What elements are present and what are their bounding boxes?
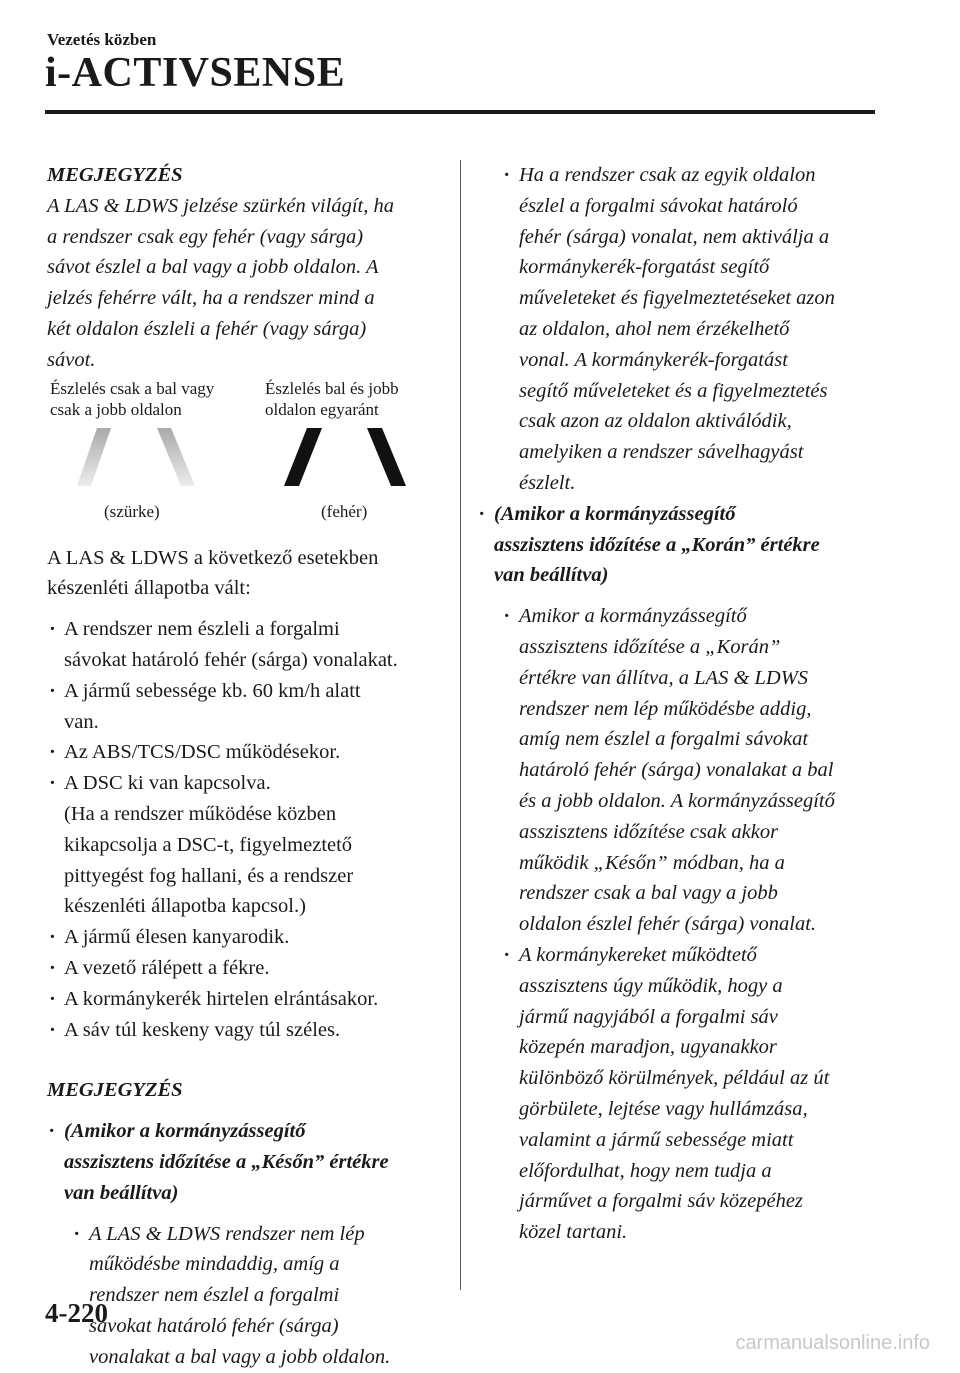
sub-item-line: vonalakat a bal vagy a jobb oldalon. bbox=[89, 1345, 391, 1368]
header-divider bbox=[45, 110, 875, 114]
note-line: sávot észlel a bal vagy a jobb oldalon. A bbox=[47, 256, 379, 279]
heading-line: van beállítva) bbox=[494, 564, 609, 587]
list-item bbox=[47, 922, 442, 953]
sub-item-line: asszisztens időzítése a „Korán” bbox=[519, 635, 781, 658]
section-title: Vezetés közben bbox=[47, 30, 157, 49]
sub-item-line: rendszer nem lép működésbe addig, bbox=[519, 697, 812, 720]
figure-caption-left bbox=[50, 378, 214, 420]
sub-item-line: az oldalon, ahol nem érzékelhető bbox=[519, 317, 790, 340]
sub-item-line: amelyiken a rendszer sávelhagyást bbox=[519, 441, 804, 464]
list-item-line: · A sáv túl keskeny vagy túl széles. bbox=[64, 1018, 341, 1041]
note-line: a rendszer csak egy fehér (vagy sárga) bbox=[47, 225, 364, 248]
note-title: MEGJEGYZÉS bbox=[47, 164, 183, 186]
list-item-line: van. bbox=[64, 710, 99, 733]
sub-item-line: · Ha a rendszer csak az egyik oldalon bbox=[519, 164, 816, 186]
sub-item-line: segítő műveleteket és a figyelmeztetés bbox=[519, 379, 828, 402]
caption-line: csak a jobb oldalon bbox=[50, 399, 182, 419]
sub-item-line: sávokat határoló fehér (sárga) bbox=[89, 1314, 339, 1337]
caption-line: Észlelés csak a bal vagy bbox=[50, 378, 215, 398]
note-line: két oldalon észleli a fehér (vagy sárga) bbox=[47, 317, 367, 340]
list-item-line: · A jármű élesen kanyarodik. bbox=[64, 926, 290, 949]
sub-item-line: működik „Későn” módban, ha a bbox=[519, 851, 785, 874]
sub-item-line: kormánykerék-forgatást segítő bbox=[519, 256, 770, 279]
left-column bbox=[47, 160, 442, 1373]
heading-line: · (Amikor a kormányzássegítő bbox=[64, 1120, 306, 1143]
lane-indicator-figure bbox=[47, 378, 442, 543]
list-item bbox=[47, 953, 442, 984]
paragraph-line: A LAS & LDWS a következő esetekben bbox=[47, 546, 379, 569]
note-sub-item bbox=[502, 940, 882, 1248]
sub-item-line: fehér (sárga) vonalat, nem aktiválja a bbox=[519, 225, 830, 248]
page-number: 4-220 bbox=[45, 1298, 108, 1328]
list-item-line: kikapcsolja a DSC-t, figyelmeztető bbox=[64, 833, 353, 856]
note-sub-item bbox=[502, 601, 882, 940]
sub-item-line: görbülete, lejtése vagy hullámzása, bbox=[519, 1097, 808, 1120]
figure-label-gray: (szürke) bbox=[104, 501, 160, 521]
list-item bbox=[47, 737, 442, 768]
intro-paragraph bbox=[47, 543, 442, 605]
list-item-line: sávokat határoló fehér (sárga) vonalakat. bbox=[64, 648, 398, 671]
sub-item-line: · A LAS & LDWS rendszer nem lép bbox=[89, 1222, 365, 1245]
list-item bbox=[47, 1015, 442, 1046]
note-title: MEGJEGYZÉS bbox=[47, 1079, 183, 1102]
list-item-line: készenléti állapotba kapcsol.) bbox=[64, 895, 306, 918]
note-heading bbox=[477, 499, 882, 591]
sub-item-line: közel tartani. bbox=[519, 1221, 628, 1244]
sub-item-line: határoló fehér (sárga) vonalakat a bal bbox=[519, 759, 834, 782]
sub-item-line: oldalon észlel fehér (sárga) vonalat. bbox=[519, 913, 817, 936]
note-heading bbox=[47, 1116, 442, 1208]
sub-item-line: és a jobb oldalon. A kormányzássegítő bbox=[519, 789, 835, 812]
gray-right-lane-line bbox=[157, 428, 195, 486]
list-item-line: pittyegést fog hallani, és a rendszer bbox=[64, 864, 354, 887]
page-title: i-ACTIVSENSE bbox=[45, 50, 346, 96]
sub-item-line: észlelt. bbox=[519, 471, 576, 494]
list-item-line: · A DSC ki van kapcsolva. bbox=[64, 772, 271, 795]
gray-left-lane-line bbox=[77, 428, 111, 486]
sub-item-line: rendszer nem észlel a forgalmi bbox=[89, 1284, 340, 1307]
figure-label-white: (fehér) bbox=[321, 501, 368, 521]
sub-item-line: járművet a forgalmi sáv közepéhez bbox=[519, 1190, 803, 1213]
sub-item-line: közepén maradjon, ugyanakkor bbox=[519, 1036, 777, 1059]
sub-item-line: különböző körülmények, például az út bbox=[519, 1067, 830, 1090]
heading-line: · (Amikor a kormányzássegítő bbox=[494, 502, 736, 525]
note-line: sávot. bbox=[47, 348, 96, 371]
caption-line: Észlelés bal és jobb bbox=[265, 378, 399, 398]
note-line: A LAS & LDWS jelzése szürkén világít, ha bbox=[47, 194, 394, 217]
column-divider bbox=[460, 160, 461, 1290]
sub-item-line: előfordulhat, hogy nem tudja a bbox=[519, 1159, 772, 1182]
sub-item-line: asszisztens úgy működik, hogy a bbox=[519, 974, 783, 997]
list-item-line: · A kormánykerék hirtelen elrántásakor. bbox=[64, 987, 379, 1010]
paragraph-line: készenléti állapotba vált: bbox=[47, 577, 251, 600]
sub-item-line: műveleteket és figyelmeztetéseket azon bbox=[519, 287, 835, 310]
sub-item-line: csak azon az oldalon aktiválódik, bbox=[519, 410, 792, 433]
note-sub-item bbox=[502, 160, 882, 499]
list-item bbox=[47, 676, 442, 738]
sub-item-line: jármű nagyjából a forgalmi sáv bbox=[519, 1005, 778, 1028]
list-item-line: · A jármű sebessége kb. 60 km/h alatt bbox=[64, 679, 361, 702]
caption-line: oldalon egyaránt bbox=[265, 399, 379, 419]
lane-lines-graphic bbox=[67, 428, 437, 490]
list-item-line: · Az ABS/TCS/DSC működésekor. bbox=[64, 741, 341, 764]
sub-item-line: amíg nem észlel a forgalmi sávokat bbox=[519, 728, 809, 751]
note-body bbox=[47, 191, 442, 376]
sub-item-line: működésbe mindaddig, amíg a bbox=[89, 1253, 340, 1276]
heading-line: asszisztens időzítése a „Korán” értékre bbox=[494, 533, 820, 556]
white-right-lane-line bbox=[367, 428, 406, 486]
sub-item-line: vonal. A kormánykerék-forgatást bbox=[519, 348, 788, 371]
right-column bbox=[477, 160, 882, 1248]
sub-item-line: értékre van állítva, a LAS & LDWS bbox=[519, 666, 809, 689]
list-item bbox=[47, 984, 442, 1015]
note-line: jelzés fehérre vált, ha a rendszer mind a bbox=[47, 287, 375, 310]
sub-item-line: észlel a forgalmi sávokat határoló bbox=[519, 194, 798, 217]
sub-item-line: · Amikor a kormányzássegítő bbox=[519, 605, 747, 628]
sub-item-line: rendszer csak a bal vagy a jobb bbox=[519, 882, 778, 905]
list-item-line: (Ha a rendszer működése közben bbox=[64, 802, 337, 825]
sub-item-line: valamint a jármű sebessége miatt bbox=[519, 1128, 794, 1151]
list-item-line: · A vezető rálépett a fékre. bbox=[64, 956, 270, 979]
note-sub-item bbox=[72, 1219, 442, 1373]
heading-line: van beállítva) bbox=[64, 1181, 179, 1204]
heading-line: asszisztens időzítése a „Későn” értékre bbox=[64, 1150, 389, 1173]
sub-item-line: asszisztens időzítése csak akkor bbox=[519, 820, 779, 843]
watermark[interactable]: carmanualsonline.info bbox=[735, 1332, 930, 1354]
list-item bbox=[47, 614, 442, 676]
list-item-line: · A rendszer nem észleli a forgalmi bbox=[64, 618, 340, 641]
figure-caption-right bbox=[265, 378, 399, 420]
sub-item-line: · A kormánykereket működtető bbox=[519, 943, 757, 966]
list-item bbox=[47, 768, 442, 922]
white-left-lane-line bbox=[284, 428, 322, 486]
